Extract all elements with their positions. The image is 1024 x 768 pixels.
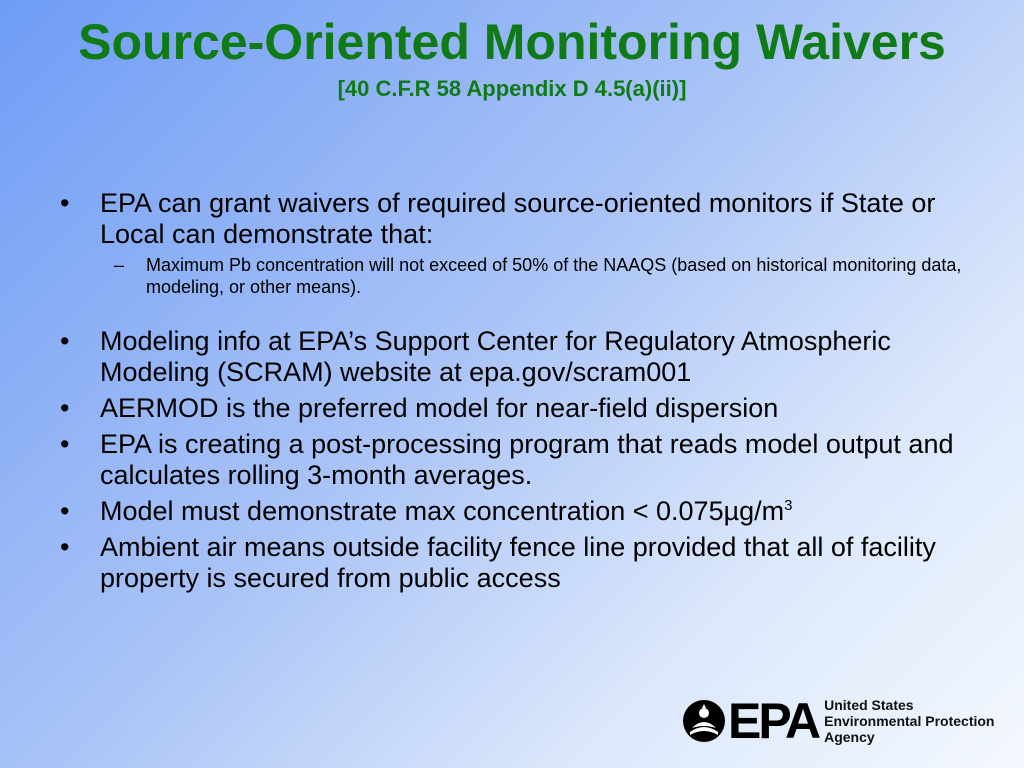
bullet-mark: • — [60, 429, 70, 459]
bullet-list — [52, 188, 974, 594]
bullet-item — [52, 326, 974, 388]
slide-title-block — [60, 14, 964, 104]
sub-bullet-item — [52, 254, 974, 298]
epa-wordmark: EPA — [728, 693, 819, 749]
bullet-item — [52, 496, 974, 527]
bullet-text: Ambient air means outside facility fence line provided that all of facility property is secured from public access — [100, 532, 936, 593]
bullet-text: AERMOD is the preferred model for near-field dispersion — [100, 393, 779, 423]
agency-line: Environmental Protection — [824, 713, 995, 729]
agency-line: United States — [824, 697, 914, 713]
epa-flower-icon — [682, 698, 726, 744]
bullet-mark: • — [60, 326, 70, 356]
slide-title: Source-Oriented Monitoring Waivers — [78, 14, 946, 70]
bullet-item — [52, 429, 974, 491]
bullet-item — [52, 393, 974, 424]
slide-subtitle: [40 C.F.R 58 Appendix D 4.5(a)(ii)] — [337, 76, 687, 101]
epa-logo — [682, 693, 1012, 749]
agency-line: Agency — [824, 729, 875, 745]
bullet-text: Model must demonstrate max concentration < 0.075µg/m — [100, 496, 785, 526]
sub-bullet-mark: – — [114, 255, 125, 275]
bullet-item — [52, 188, 974, 250]
bullet-text: EPA is creating a post-processing program that reads model output and calculates rolling 3-month averages. — [100, 429, 954, 490]
bullet-text: Modeling info at EPA’s Support Center for Regulatory Atmospheric Modeling (SCRAM) website at epa.gov/scram001 — [100, 326, 891, 387]
bullet-item — [52, 532, 974, 594]
bullet-mark: • — [60, 393, 70, 423]
bullet-mark: • — [60, 532, 70, 562]
bullet-text: EPA can grant waivers of required source-oriented monitors if State or Local can demonstrate that: — [100, 188, 936, 249]
sub-bullet-text: Maximum Pb concentration will not exceed of 50% of the NAAQS (based on historical monitoring data, modeling, or other means). — [146, 255, 962, 297]
bullet-mark: • — [60, 496, 70, 526]
bullet-mark: • — [60, 188, 70, 218]
agency-name — [824, 697, 994, 745]
superscript: 3 — [784, 497, 793, 514]
